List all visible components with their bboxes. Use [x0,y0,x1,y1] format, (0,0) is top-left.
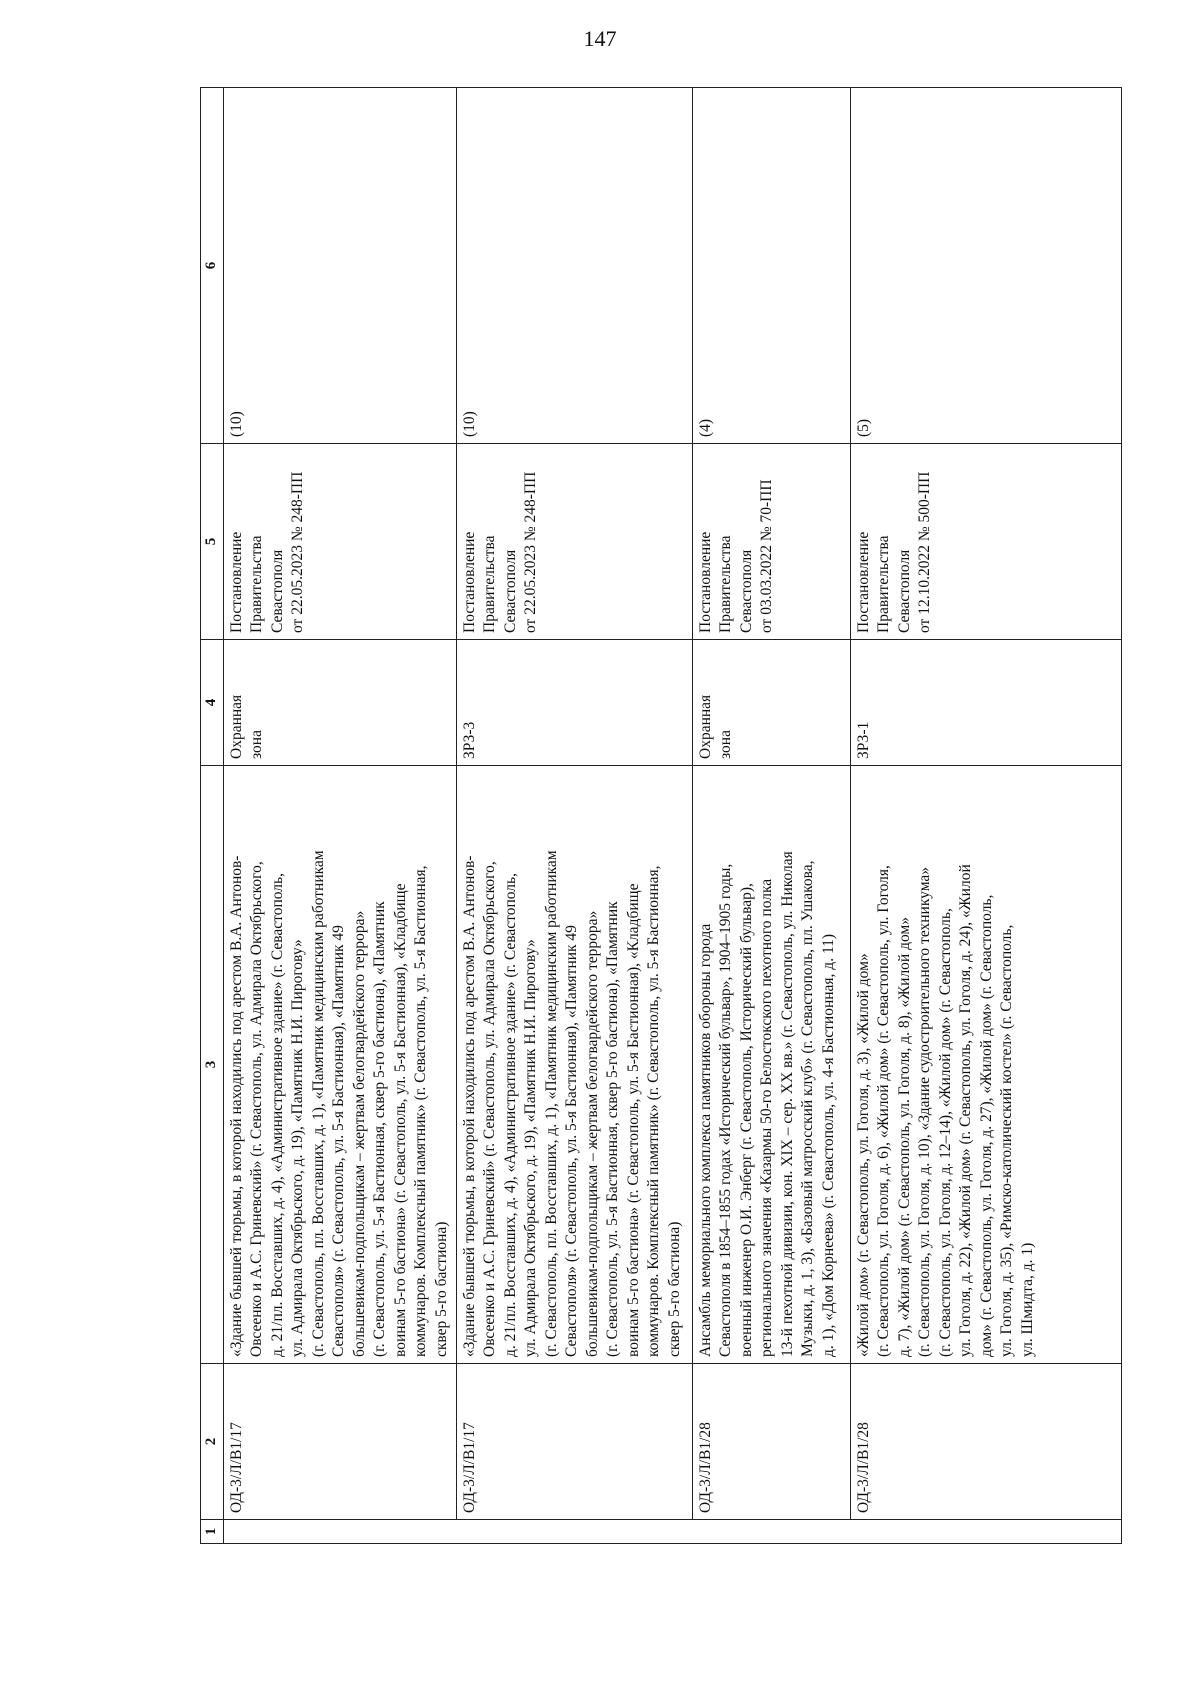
zone-line: Охранная [228,694,245,759]
description-line: Музыки, д. 1, 3), «Базовый матросский клуб» (г. Севастополь, пл. Ушакова, [799,860,817,1357]
description-line: воинам 5-го бастиона» (г. Севастополь, ул. 5-я Бастионная), «Кладбище [624,883,642,1357]
document-line: от 12.10.2022 № 500-ПП [916,471,934,633]
description-line: коммунаров. Комплексный памятник» (г. Севастополь, ул. 5-я Бастионная, [412,865,430,1357]
header-col-1: 1 [201,1520,224,1544]
document-line: Постановление [461,531,478,633]
document-line: Постановление [697,531,714,633]
legal-document [224,444,457,640]
zone-type [693,640,851,766]
reference-number: (10) [224,88,457,444]
description-line: д. 21/пл. Восставших, д. 4), «Административное здание» (г. Севастополь, [268,873,286,1357]
description-line: Севастополя» (г. Севастополь, ул. 5-я Бастионная), «Памятник 49 [330,925,348,1357]
description-line: военный инженер О.И. Энберг (г. Севастополь, Исторический бульвар), [737,883,755,1357]
document-line: от 22.05.2023 № 248-ПП [289,471,307,633]
object-code: ОД-3/Л/В1/17 [457,1364,693,1520]
object-code: ОД-3/Л/В1/28 [693,1364,851,1520]
object-code: ОД-3/Л/В1/17 [224,1364,457,1520]
description-line: д. 21/пл. Восставших, д. 4), «Административное здание» (г. Севастополь, [501,873,519,1357]
object-description [851,766,1122,1364]
description-line: «Жилой дом» (г. Севастополь, ул. Гоголя, д. 3), «Жилой дом» [855,953,872,1357]
description-line: ул. Адмирала Октябрьского, д. 19), «Памятник Н.И. Пирогову» [522,939,540,1357]
header-col-4: 4 [201,640,224,766]
object-code: ОД-3/Л/В1/28 [851,1364,1122,1520]
reference-number: (4) [693,88,851,444]
description-line: «Здание бывшей тюрьмы, в которой находились под арестом В.А. Антонов- [461,855,478,1357]
registry-table [200,87,1122,1544]
zone-line: ЗРЗ-3 [461,721,478,759]
description-line: ул. Гоголя, д. 35), «Римско-католический костел» (г. Севастополь, [998,924,1016,1357]
description-line: большевикам-подпольщикам – жертвам белогвардейского террора» [350,910,368,1357]
document-line: Постановление [855,531,872,633]
header-row [201,88,224,1544]
header-col-5: 5 [201,444,224,640]
description-line: 13-й пехотной дивизии, кон. XIX – сер. XX вв.» (г. Севастополь, ул. Николая [778,851,796,1357]
zone-line: ЗРЗ-1 [855,721,872,759]
description-line: сквер 5-го бастиона) [432,1221,450,1357]
table-row [693,88,851,1544]
description-line: (г. Севастополь, ул. 5-я Бастионная, сквер 5-го бастиона), «Памятник [604,901,622,1357]
description-line: д. 1), «Дом Корнеева» (г. Севастополь, ул. 4-я Бастионная, д. 11) [819,933,837,1357]
reference-number: (10) [457,88,693,444]
description-line: (г. Севастополь, пл. Восставших, д. 1), «Памятник медицинским работникам [309,850,327,1357]
description-line: Севастополя в 1854–1855 годах «Исторический бульвар», 1904–1905 годы, [717,863,735,1357]
document-line: Правительства [481,535,499,633]
zone-line: зона [717,730,735,759]
document-line: Правительства [248,535,266,633]
description-line: ул. Гоголя, д. 22), «Жилой дом» (г. Севастополь, ул. Гоголя, д. 24), «Жилой [957,864,975,1357]
description-line: (г. Севастополь, ул. Гоголя, д. 12–14), «Жилой дом» (г. Севастополь, [936,908,954,1357]
legal-document [693,444,851,640]
description-line: ул. Адмирала Октябрьского, д. 19), «Памятник Н.И. Пирогову» [289,939,307,1357]
description-line: «Здание бывшей тюрьмы, в которой находились под арестом В.А. Антонов- [228,855,245,1357]
description-line: Овсеенко и А.С. Гриневский» (г. Севастополь, ул. Адмирала Октябрьского, [248,861,266,1357]
legal-document [457,444,693,640]
row-number-cell [224,1520,1122,1544]
description-line: Овсеенко и А.С. Гриневский» (г. Севастополь, ул. Адмирала Октябрьского, [481,861,499,1357]
document-line: Севастополя [268,549,286,633]
object-description [457,766,693,1364]
document-line: Постановление [228,531,245,633]
document-line: Правительства [875,535,893,633]
header-col-2: 2 [201,1364,224,1520]
legal-document [851,444,1122,640]
rotated-table-container [200,88,1122,1544]
description-line: воинам 5-го бастиона» (г. Севастополь, ул. 5-я Бастионная), «Кладбище [391,883,409,1357]
table-row [224,88,457,1544]
description-line: сквер 5-го бастиона) [665,1221,683,1357]
object-description [224,766,457,1364]
reference-number: (5) [851,88,1122,444]
zone-type [457,640,693,766]
document-line: от 22.05.2023 № 248-ПП [522,471,540,633]
document-line: Севастополя [737,549,755,633]
description-line: большевикам-подпольщикам – жертвам белогвардейского террора» [583,910,601,1357]
description-line: Севастополя» (г. Севастополь, ул. 5-я Бастионная), «Памятник 49 [563,925,581,1357]
page-number: 147 [583,26,617,51]
zone-line: Охранная [697,694,714,759]
document-line: Севастополя [895,549,913,633]
description-line: коммунаров. Комплексный памятник» (г. Севастополь, ул. 5-я Бастионная, [645,865,663,1357]
description-line: (г. Севастополь, ул. Гоголя, д. 6), «Жилой дом» (г. Севастополь, ул. Гоголя, [875,865,893,1357]
document-line: Севастополя [501,549,519,633]
description-line: ул. Шмидта, д. 1) [1018,1242,1036,1357]
zone-type [224,640,457,766]
document-line: Правительства [717,535,735,633]
description-line: регионального значения «Казармы 50-го Белостокского пехотного полка [758,878,776,1357]
object-description [693,766,851,1364]
description-line: (г. Севастополь, ул. Гоголя, д. 10), «Здание судостроительного техникума» [916,866,934,1357]
description-line: Ансамбль мемориального комплекса памятников обороны города [697,923,714,1357]
description-line: (г. Севастополь, ул. 5-я Бастионная, сквер 5-го бастиона), «Памятник [371,901,389,1357]
table-row [851,88,1122,1544]
header-col-6: 6 [201,88,224,444]
zone-type [851,640,1122,766]
description-line: (г. Севастополь, пл. Восставших, д. 1), «Памятник медицинским работникам [542,850,560,1357]
table-row [457,88,693,1544]
description-line: д. 7), «Жилой дом» (г. Севастополь, ул. Гоголя, д. 8), «Жилой дом» [895,917,913,1357]
zone-line: зона [248,730,266,759]
document-line: от 03.03.2022 № 70-ПП [758,479,776,633]
description-line: дом» (г. Севастополь, ул. Гоголя, д. 27), «Жилой дом» (г. Севастополь, [977,894,995,1357]
header-col-3: 3 [201,766,224,1364]
